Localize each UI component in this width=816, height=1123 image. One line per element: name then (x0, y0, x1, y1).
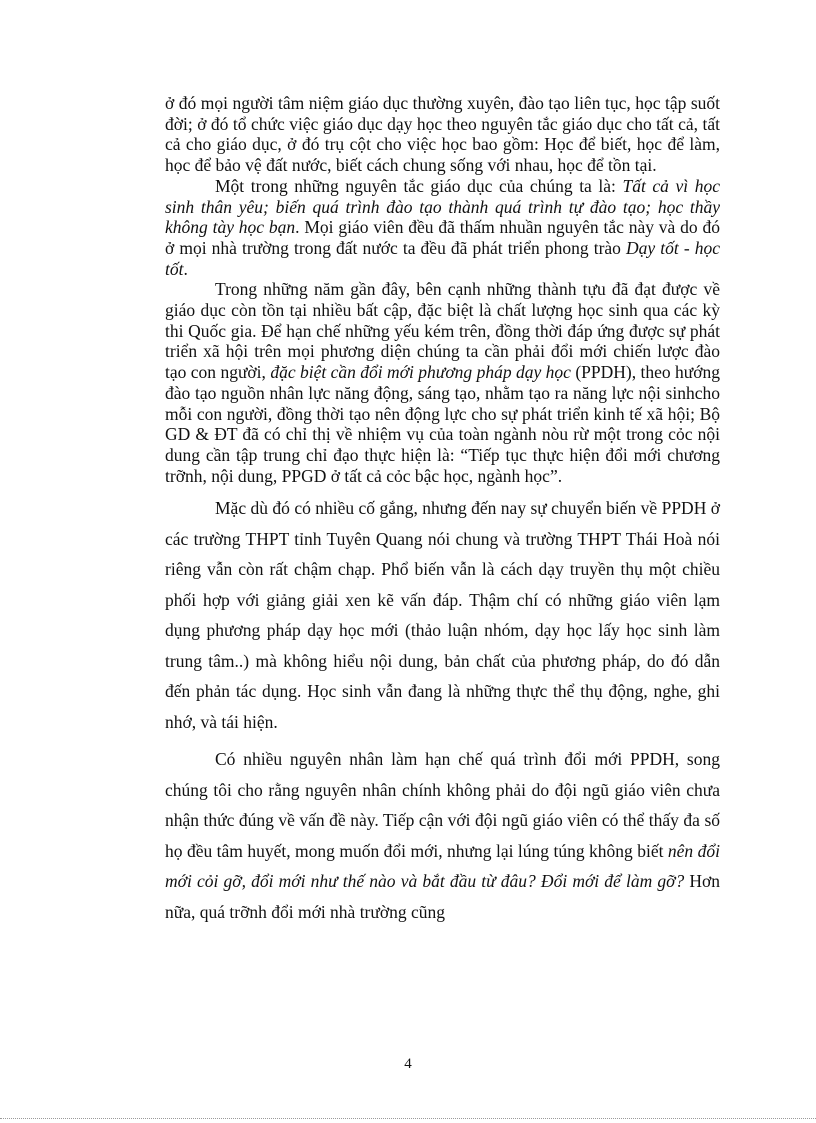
text-segment: Hơn nữa, quá trỡnh đổi mới nhà trường cũng (165, 871, 720, 922)
text-segment: ở đó mọi người tâm niệm giáo dục thường xuyên, đào tạo liên tục, học tập suốt đời; ở đó tổ chức việc giáo dục dạy học theo nguyên tắc giáo dục cho tất cả, tất cả cho giáo dục, ở đó trụ cột cho việc học bao gồm: Học để biết, học để làm, học để bảo vệ đất nước, biết cách chung sống với nhau, học để tồn tại. (165, 93, 720, 176)
page-bottom-border (0, 1118, 816, 1119)
text-segment: . Mọi giáo viên đều đã thấm nhuần nguyên tắc này và do đó ở mọi nhà trường trong đất nước ta đều đã phát triển phong trào (165, 217, 720, 258)
paragraph-3 (165, 279, 720, 486)
italic-segment: Dạy tốt - học tốt (165, 237, 720, 279)
text-segment: Mặc dù đó có nhiều cố gắng, nhưng đến nay sự chuyển biến về PPDH ở các trường THPT tỉnh Tuyên Quang nói chung và trường THPT Thái Hoà nói riêng vẫn còn rất chậm chạp. Phổ biến vẫn là cách dạy truyền thụ một chiều phối hợp với giảng giải xen kẽ vấn đáp. Thậm chí có những giáo viên lạm dụng phương pháp dạy học mới (thảo luận nhóm, dạy học lấy học sinh làm trung tâm..) mà không hiểu nội dung, bản chất của phương pháp, do đó dẫn đến phản tác dụng. Học sinh vẫn đang là những thực thể thụ động, nghe, ghi nhớ, và tái hiện. (165, 498, 720, 732)
paragraph-5 (165, 744, 720, 927)
text-segment: . (183, 258, 188, 279)
italic-segment: đặc biệt cần đổi mới phương pháp dạy học (270, 362, 571, 383)
text-segment: Có nhiều nguyên nhân làm hạn chế quá trình đổi mới PPDH, song chúng tôi cho rằng nguyên nhân chính không phải do đội ngũ giáo viên chưa nhận thức đúng về vấn đề này. Tiếp cận với đội ngũ giáo viên có thể thấy đa số họ đều tâm huyết, mong muốn đổi mới, nhưng lại lúng túng không biết (165, 749, 720, 861)
italic-segment: Tất cả vì học sinh thân yêu; biến quá trình đào tạo thành quá trình tự đào tạo; học thầy không tày học bạn (165, 175, 720, 238)
text-segment: (PPDH), theo hướng đào tạo nguồn nhân lực năng động, sáng tạo, nhằm tạo ra năng lực nội sinhcho mỗi con người, đồng thời tạo nên động lực cho sự phát triển kinh tế xã hội; Bộ GD & ĐT đã có chỉ thị về nhiệm vụ của toàn ngành nòu rừ một trong cỏc nội dung cần tập trung chỉ đạo thực hiện là: “Tiếp tục thực hiện đổi mới chương trỡnh, nội dung, PPGD ở tất cả cỏc bậc học, ngành học”. (165, 362, 721, 486)
text-segment: Trong những năm gần đây, bên cạnh những thành tựu đã đạt được về giáo dục còn tồn tại nhiều bất cập, đặc biệt là chất lượng học sinh qua các kỳ thi Quốc gia. Để hạn chế những yếu kém trên, đồng thời đáp ứng được sự phát triển xã hội trên mọi phương diện chúng ta cần phải đổi mới chiến lược đào tạo con người, (165, 279, 720, 383)
paragraph-1 (165, 93, 720, 176)
page-body (165, 93, 720, 927)
page-number: 4 (404, 1056, 412, 1072)
paragraph-2 (165, 176, 720, 280)
italic-segment: nên đổi mới cỏi gỡ, đổi mới như thế nào và bắt đầu từ đâu? Đổi mới để làm gỡ? (165, 840, 720, 892)
text-segment: Một trong những nguyên tắc giáo dục của chúng ta là: (215, 175, 623, 196)
paragraph-4 (165, 493, 720, 737)
